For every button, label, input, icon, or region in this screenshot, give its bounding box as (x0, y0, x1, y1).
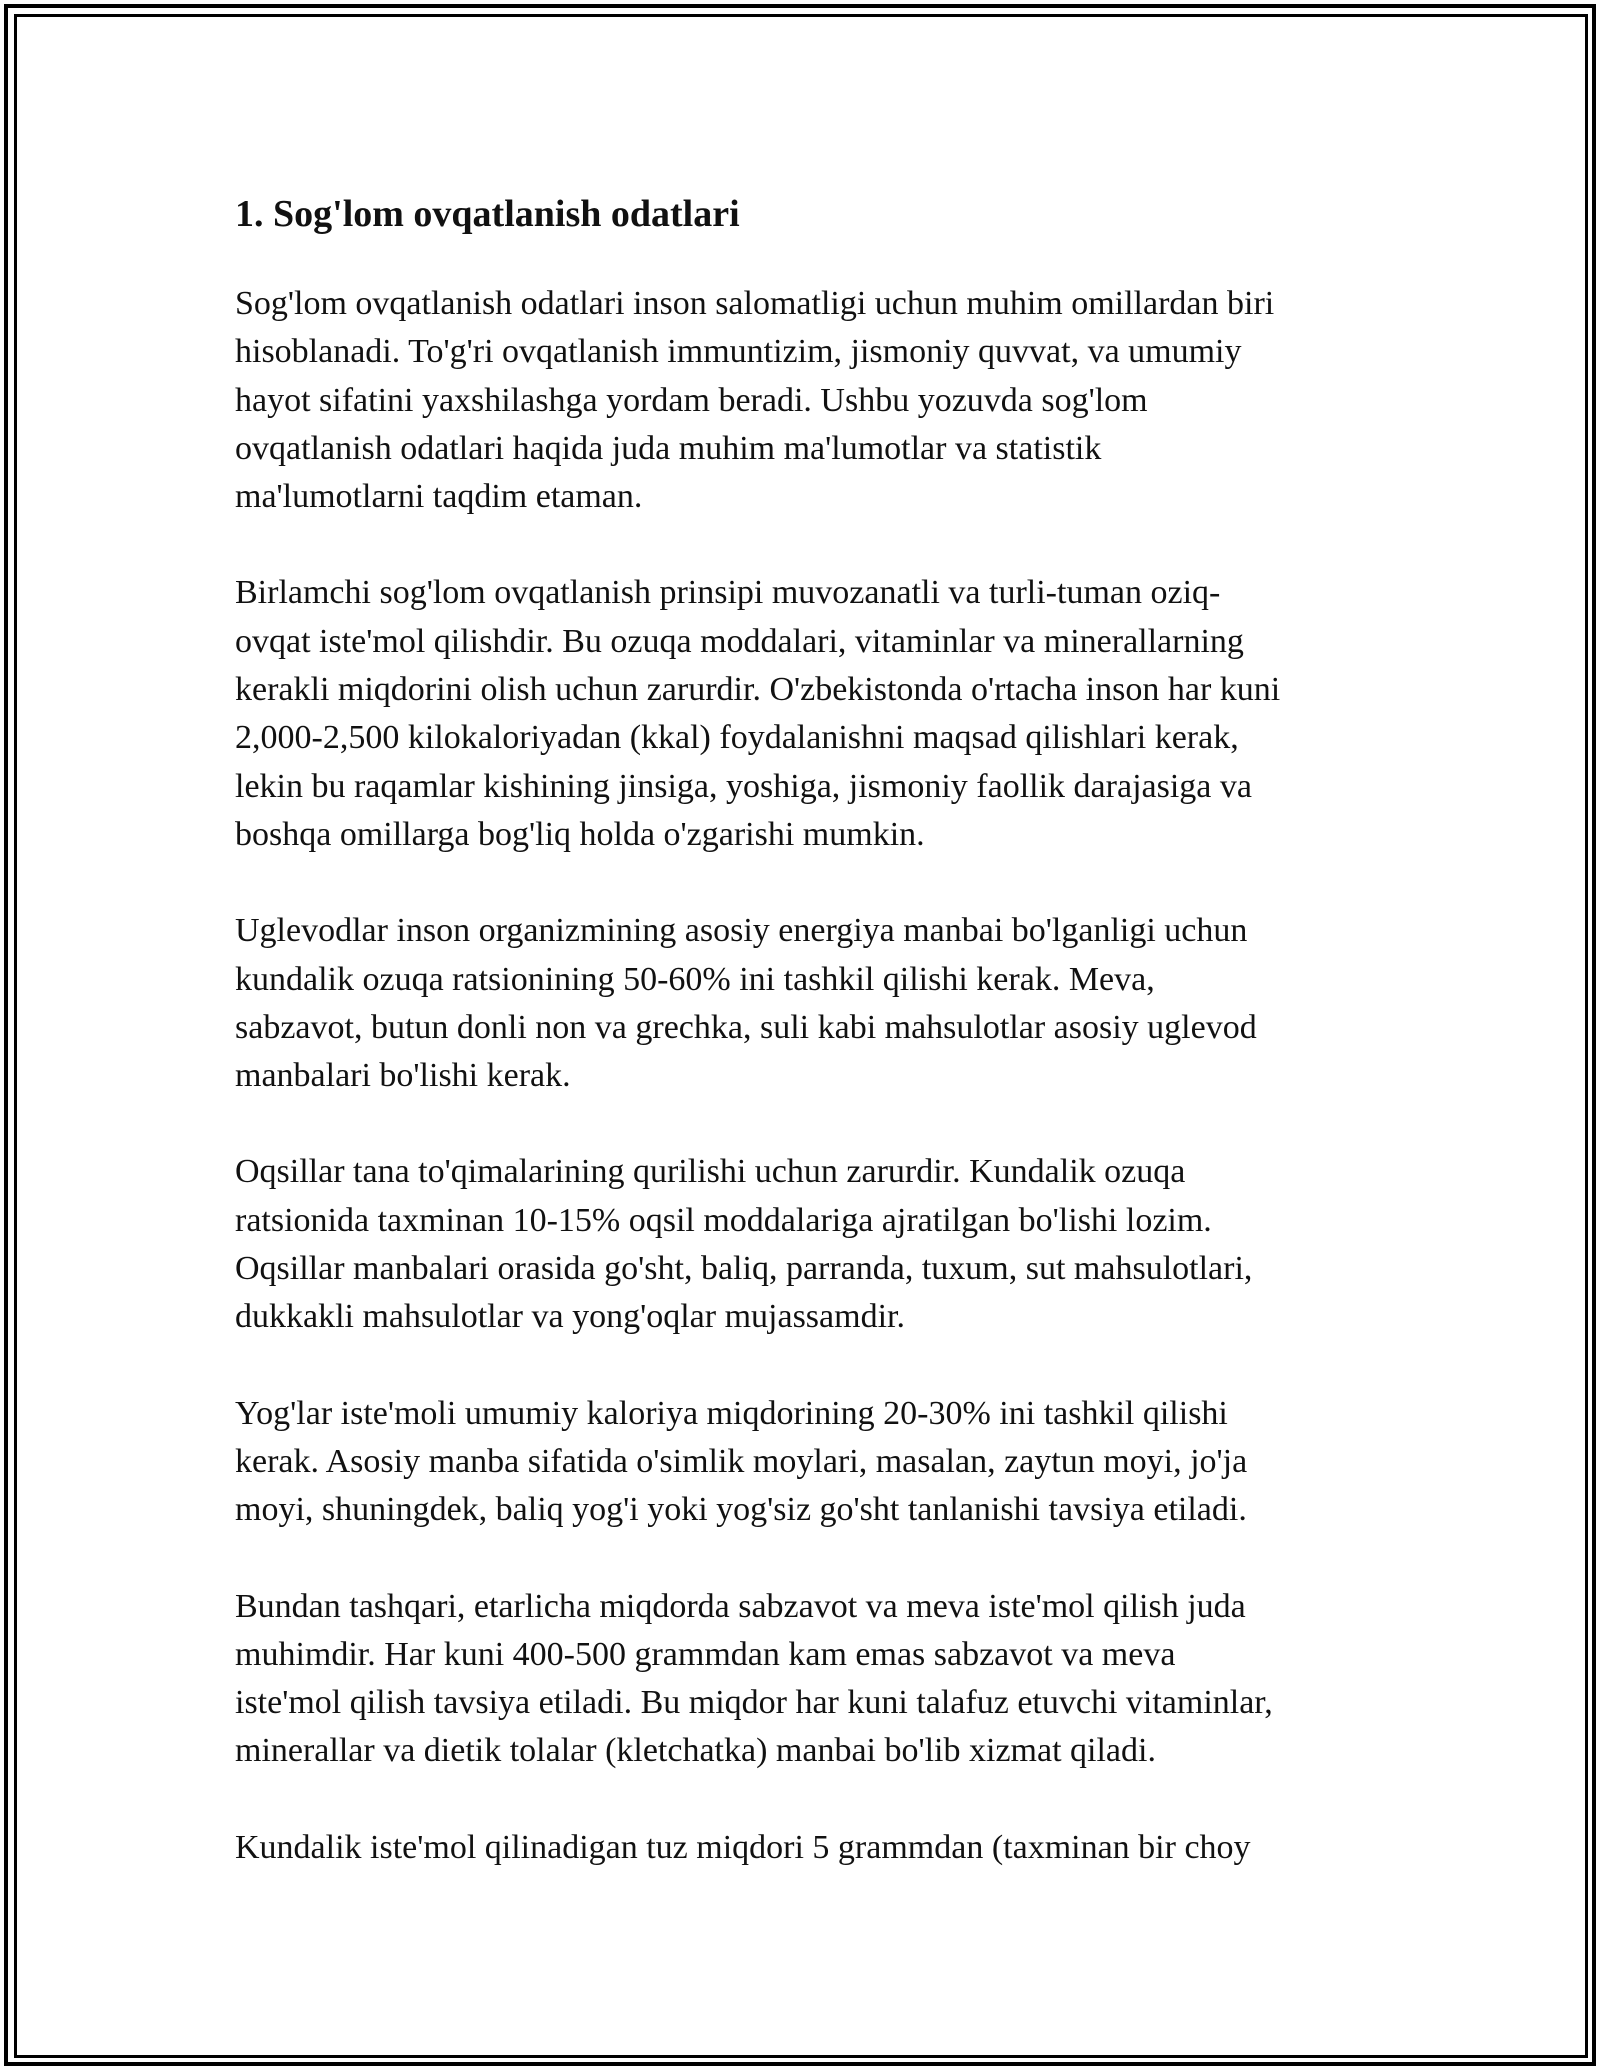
paragraph-line: kundalik ozuqa ratsionining 50-60% ini tashkil qilishi kerak. Meva, (235, 960, 1155, 998)
paragraph (235, 1148, 1375, 1341)
paragraph-line: ratsionida taxminan 10-15% oqsil moddalariga ajratilgan bo'lishi lozim. (235, 1201, 1212, 1239)
paragraph (235, 907, 1375, 1100)
paragraph-line: boshqa omillarga bog'liq holda o'zgarishi mumkin. (235, 815, 925, 853)
paragraph-line: ovqat iste'mol qilishdir. Bu ozuqa moddalari, vitaminlar va minerallarning (235, 622, 1244, 660)
document-body (235, 182, 1375, 1872)
paragraph-line: lekin bu raqamlar kishining jinsiga, yoshiga, jismoniy faollik darajasiga va (235, 767, 1252, 805)
paragraph-line: sabzavot, butun donli non va grechka, suli kabi mahsulotlar asosiy uglevod (235, 1008, 1257, 1046)
paragraph-line: Yog'lar iste'moli umumiy kaloriya miqdorining 20-30% ini tashkil qilishi (235, 1394, 1228, 1432)
paragraph (235, 1390, 1375, 1535)
paragraph-line: ma'lumotlarni taqdim etaman. (235, 478, 643, 516)
paragraph-line: kerak. Asosiy manba sifatida o'simlik moylari, masalan, zaytun moyi, jo'ja (235, 1442, 1248, 1480)
document-title: 1. Sog'lom ovqatlanish odatlari (235, 193, 740, 235)
paragraph-line: hayot sifatini yaxshilashga yordam beradi. Ushbu yozuvda sog'lom (235, 381, 1148, 419)
paragraph-line: minerallar va dietik tolalar (kletchatka) manbai bo'lib xizmat qiladi. (235, 1732, 1156, 1770)
paragraph-line: muhimdir. Har kuni 400-500 grammdan kam emas sabzavot va meva (235, 1635, 1176, 1673)
paragraph (235, 569, 1375, 859)
paragraph-line: ovqatlanish odatlari haqida juda muhim ma'lumotlar va statistik (235, 429, 1102, 467)
paragraph-line: kerakli miqdorini olish uchun zarurdir. O'zbekistonda o'rtacha inson har kuni (235, 671, 1281, 709)
paragraph-line: 2,000-2,500 kilokaloriyadan (kkal) foydalanishni maqsad qilishlari kerak, (235, 719, 1239, 757)
paragraph-line: Oqsillar tana to'qimalarining qurilishi uchun zarurdir. Kundalik ozuqa (235, 1153, 1186, 1191)
paragraph-line: Kundalik iste'mol qilinadigan tuz miqdori 5 grammdan (taxminan bir choy (235, 1828, 1251, 1866)
paragraph-line: manbalari bo'lishi kerak. (235, 1057, 571, 1095)
paragraph-list (235, 280, 1375, 1872)
paragraph-line: Bundan tashqari, etarlicha miqdorda sabzavot va meva iste'mol qilish juda (235, 1587, 1246, 1625)
paragraph-line: Birlamchi sog'lom ovqatlanish prinsipi muvozanatli va turli-tuman oziq- (235, 574, 1221, 612)
paragraph-line: iste'mol qilish tavsiya etiladi. Bu miqdor har kuni talafuz etuvchi vitaminlar, (235, 1684, 1273, 1722)
paragraph-line: Oqsillar manbalari orasida go'sht, baliq, parranda, tuxum, sut mahsulotlari, (235, 1250, 1253, 1288)
paragraph (235, 280, 1375, 521)
paragraph-line: dukkakli mahsulotlar va yong'oqlar mujassamdir. (235, 1298, 905, 1336)
paragraph (235, 1824, 1375, 1872)
paragraph (235, 1583, 1375, 1776)
paragraph-line: hisoblanadi. To'g'ri ovqatlanish immuntizim, jismoniy quvvat, va umumiy (235, 333, 1242, 371)
paragraph-line: Sog'lom ovqatlanish odatlari inson salomatligi uchun muhim omillardan biri (235, 285, 1275, 322)
paragraph-line: moyi, shuningdek, baliq yog'i yoki yog'siz go'sht tanlanishi tavsiya etiladi. (235, 1491, 1247, 1529)
paragraph-line: Uglevodlar inson organizmining asosiy energiya manbai bo'lganligi uchun (235, 912, 1248, 950)
